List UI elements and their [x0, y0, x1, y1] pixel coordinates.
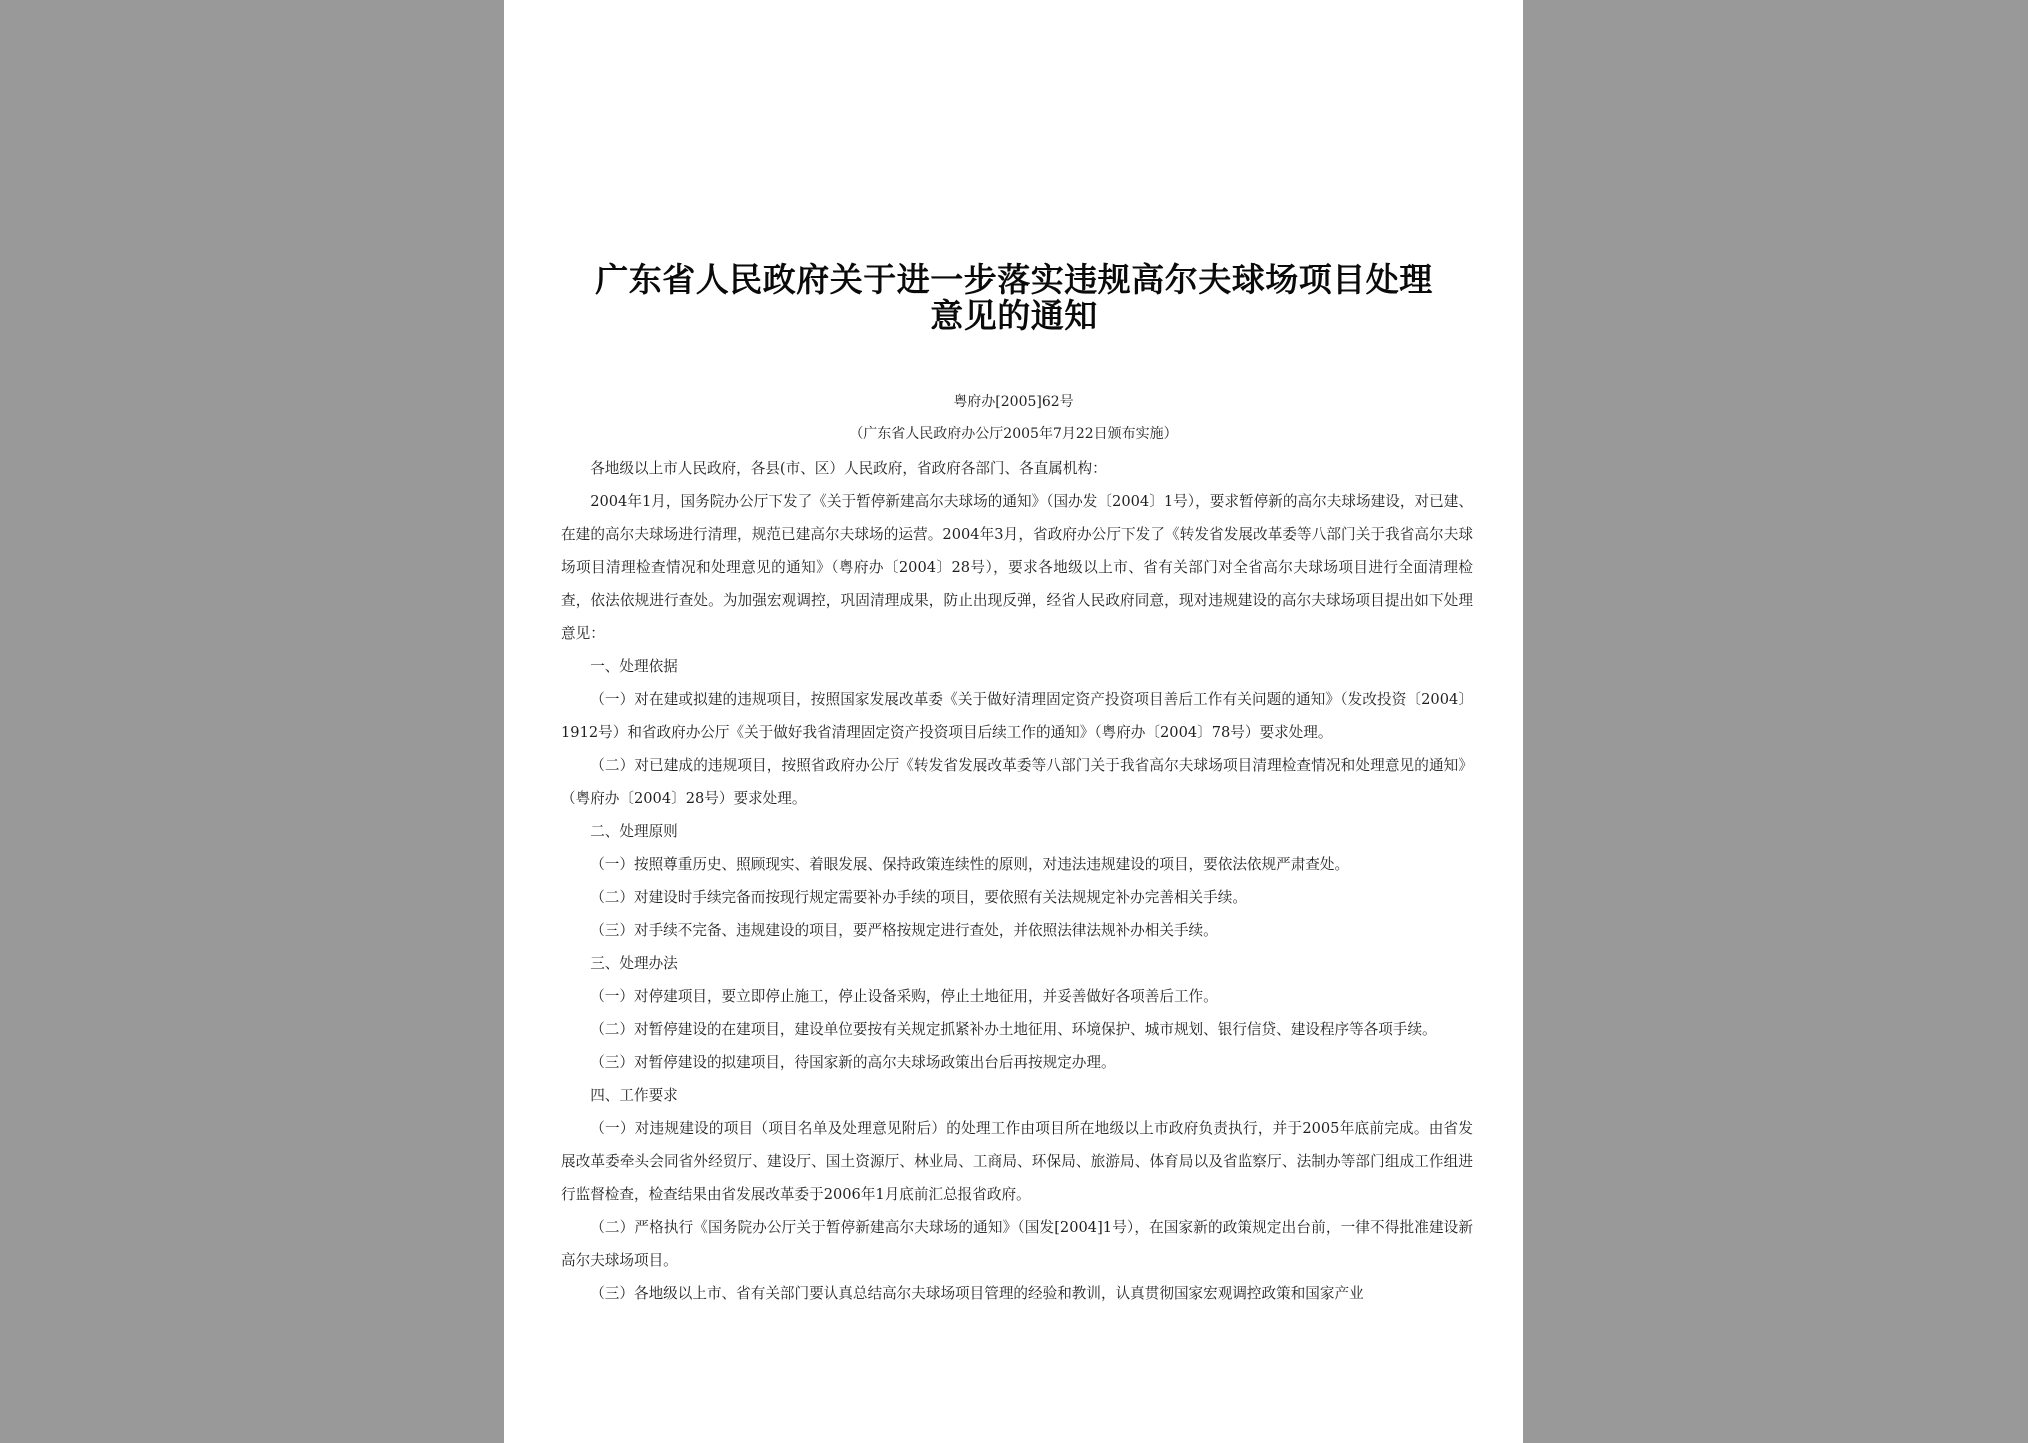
- section-heading: 一、处理依据: [590, 658, 678, 675]
- document-body: [561, 452, 1473, 1310]
- section-heading: 二、处理原则: [590, 823, 678, 840]
- body-paragraph: （二）严格执行《国务院办公厅关于暂停新建高尔夫球场的通知》（国发[2004]1号），在国家新的政策规定出台前，一律不得批准建设新高尔夫球场项目。: [561, 1219, 1473, 1269]
- section-heading: 三、处理办法: [590, 955, 678, 972]
- body-paragraph: （二）对已建成的违规项目，按照省政府办公厅《转发省发展改革委等八部门关于我省高尔夫球场项目清理检查情况和处理意见的通知》（粤府办〔2004〕28号）要求处理。: [561, 757, 1473, 807]
- issue-note: （广东省人民政府办公厅2005年7月22日颁布实施）: [849, 426, 1178, 442]
- body-paragraph: （一）对在建或拟建的违规项目，按照国家发展改革委《关于做好清理固定资产投资项目善后工作有关问题的通知》（发改投资〔2004〕1912号）和省政府办公厅《关于做好我省清理固定资产投资项目后续工作的通知》（粤府办〔2004〕78号）要求处理。: [561, 691, 1473, 741]
- body-paragraph: （三）各地级以上市、省有关部门要认真总结高尔夫球场项目管理的经验和教训，认真贯彻国家宏观调控政策和国家产业: [590, 1285, 1364, 1302]
- body-paragraph: （二）对暂停建设的在建项目，建设单位要按有关规定抓紧补办土地征用、环境保护、城市规划、银行信贷、建设程序等各项手续。: [590, 1021, 1437, 1038]
- section-heading: 四、工作要求: [590, 1087, 678, 1104]
- body-paragraph: （一）对违规建设的项目（项目名单及处理意见附后）的处理工作由项目所在地级以上市政府负责执行，并于2005年底前完成。由省发展改革委牵头会同省外经贸厅、建设厅、国土资源厅、林业局、工商局、环保局、旅游局、体育局以及省监察厅、法制办等部门组成工作组进行监督检查，检查结果由省发展改革委于2006年1月底前汇总报省政府。: [561, 1120, 1473, 1203]
- body-paragraph: （一）按照尊重历史、照顾现实、着眼发展、保持政策连续性的原则，对违法违规建设的项目，要依法依规严肃查处。: [590, 856, 1350, 873]
- document-number: 粤府办[2005]62号: [953, 394, 1074, 410]
- body-paragraph: 2004年1月，国务院办公厅下发了《关于暂停新建高尔夫球场的通知》（国办发〔2004〕1号），要求暂停新的高尔夫球场建设，对已建、在建的高尔夫球场进行清理，规范已建高尔夫球场的运营。2004年3月，省政府办公厅下发了《转发省发展改革委等八部门关于我省高尔夫球场项目清理检查情况和处理意见的通知》（粤府办〔2004〕28号），要求各地级以上市、省有关部门对全省高尔夫球场项目进行全面清理检查，依法依规进行查处。为加强宏观调控，巩固清理成果，防止出现反弹，经省人民政府同意，现对违规建设的高尔夫球场项目提出如下处理意见：: [561, 493, 1473, 642]
- body-paragraph: （二）对建设时手续完备而按现行规定需要补办手续的项目，要依照有关法规规定补办完善相关手续。: [590, 889, 1247, 906]
- body-paragraph: （三）对暂停建设的拟建项目，待国家新的高尔夫球场政策出台后再按规定办理。: [590, 1054, 1116, 1071]
- document-title: 广东省人民政府关于进一步落实违规高尔夫球场项目处理意见的通知: [595, 260, 1433, 335]
- body-paragraph: （三）对手续不完备、违规建设的项目，要严格按规定进行查处，并依照法律法规补办相关手续。: [590, 922, 1218, 939]
- body-paragraph: （一）对停建项目，要立即停止施工，停止设备采购，停止土地征用，并妥善做好各项善后工作。: [590, 988, 1218, 1005]
- document-page: [504, 0, 1523, 1443]
- salutation-paragraph: 各地级以上市人民政府，各县(市、区）人民政府，省政府各部门、各直属机构：: [590, 460, 1107, 477]
